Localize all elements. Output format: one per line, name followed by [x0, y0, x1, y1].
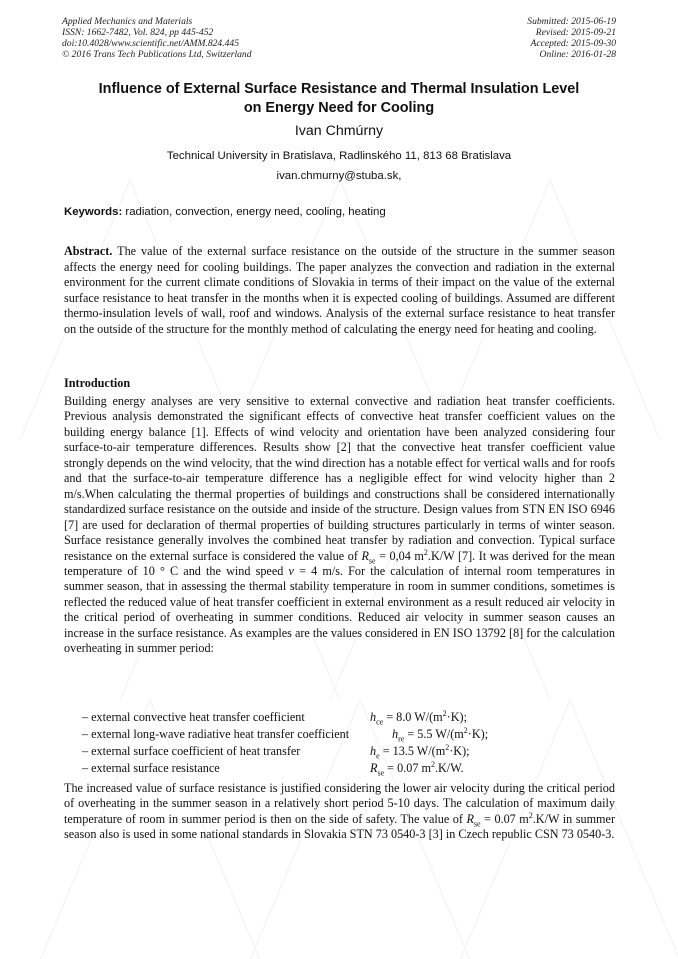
value-unit: ·K); — [467, 727, 489, 741]
value-subscript: ce — [376, 717, 384, 727]
journal-doi[interactable]: doi:10.4028/www.scientific.net/AMM.824.445 — [62, 38, 240, 49]
author-name: Ivan Chmúrny — [294, 123, 384, 139]
abstract — [64, 244, 615, 337]
journal-name: Applied Mechanics and Materials — [62, 16, 193, 27]
list-item-value — [370, 761, 464, 776]
keywords-label: Keywords: — [64, 206, 123, 218]
value-unit: ·K); — [449, 744, 470, 758]
closing-text-3: .K/W in summer season also is used in some national standards in Slovakia STN 73 0540-3 [3] in Czech republic CSN 73 0540-3. — [64, 811, 615, 842]
list-item-label: – external surface coefficient of heat transfer — [82, 744, 301, 758]
rse-subscript: se — [368, 555, 376, 565]
list-item-value — [370, 710, 467, 725]
keywords-text: radiation, convection, energy need, cooling, heating — [122, 206, 386, 218]
value-number: = 5.5 W/(m — [404, 727, 464, 741]
rse-symbol: R — [361, 548, 369, 563]
list-item-value — [392, 727, 488, 742]
value-symbol: h — [370, 710, 377, 724]
value-subscript: se — [377, 768, 385, 778]
title-line-1: Influence of External Surface Resistance and Thermal Insulation Level — [98, 81, 580, 97]
list-item-value — [370, 744, 470, 759]
rse-subscript: se — [473, 819, 481, 829]
intro-text-2: = 0,04 m — [375, 548, 424, 563]
value-symbol: R — [370, 761, 378, 775]
list-item-label: – external surface resistance — [82, 761, 220, 775]
closing-text-1: The increased value of surface resistance is justified considering the lower air velocity during the critical period of overheating in the summer season in a relatively short period 5-10 days. The calculation of maximum daily temperature of room in summer period is then on the side of safety. The value of — [64, 781, 615, 826]
value-superscript: 2 — [442, 708, 447, 718]
introduction-heading: Introduction — [64, 376, 131, 390]
intro-text-1: Building energy analyses are very sensitive to external convective and radiation heat transfer coefficients. Previous analysis demonstrated the significant effects of convective heat transfer coefficient values on the building energy balance [1]. Effects of wind velocity and orientation have been analyzed considering four surface-to-air temperature differences. Results show [2] that the convective heat transfer coefficient value strongly depends on the wind velocity, that the wind direction has a notable effect for vertical walls and for roofs and that the surface-to-air temperature difference has a negligible effect for wind velocity higher than 2 m/s.When calculating the thermal properties of buildings and constructions shall be considered internationally standardized surface resistance on the outside and inside of the structure. Design values from STN EN ISO 6946 [7] are used for declaration of thermal properties of building structures particularly in terms of winter season. Surface resistance generally involves the combined heat transfer by radiation and convection. Typical surface resistance on the external surface is considered the value of — [64, 394, 615, 563]
introduction-paragraph — [64, 394, 615, 657]
v-symbol: v — [288, 563, 294, 578]
abstract-label: Abstract. — [64, 244, 113, 258]
intro-text-4: = 4 m/s. For the calculation of internal room temperatures in summer season, that in assessing the thermal stability temperature in room in summer conditions, sometimes is reflected the reduced value of heat transfer coefficient in external environment as a result reduced air velocity in the critical period of overheating in summer conditions. Reduced air velocity in summer season causes an increase in the surface resistance. As examples are the values considered in EN ISO 13792 [8] for the calculation overheating in summer period: — [64, 563, 615, 656]
closing-paragraph — [64, 781, 615, 843]
title-line-2: on Energy Need for Cooling — [243, 100, 435, 116]
online-date: Online: 2016-01-28 — [539, 49, 616, 60]
rse-symbol: R — [466, 811, 474, 826]
keywords — [64, 206, 624, 218]
author-email[interactable]: ivan.chmurny@stuba.sk, — [276, 170, 402, 182]
dates-info — [527, 16, 616, 60]
list-item-label: – external convective heat transfer coefficient — [82, 710, 305, 724]
value-superscript: 2 — [463, 725, 468, 735]
value-number: = 13.5 W/(m — [379, 744, 446, 758]
closing-text-2: = 0.07 m — [480, 811, 529, 826]
journal-info — [62, 16, 252, 60]
revised-date: Revised: 2015-09-21 — [535, 27, 616, 38]
value-subscript: e — [376, 751, 380, 761]
list-item-label: – external long-wave radiative heat transfer coefficient — [82, 727, 350, 741]
superscript-2: 2 — [528, 810, 533, 820]
intro-text-3: .K/W [7]. It was derived for the mean temperature of 10 ° C and the wind speed — [64, 548, 615, 578]
value-unit: .K/W. — [434, 761, 464, 775]
submitted-date: Submitted: 2015-06-19 — [527, 16, 616, 27]
value-subscript: re — [398, 734, 405, 744]
value-superscript: 2 — [445, 742, 450, 752]
value-symbol: h — [370, 744, 377, 758]
paper-title — [40, 80, 638, 118]
journal-issn: ISSN: 1662-7482, Vol. 824, pp 445-452 — [62, 27, 214, 38]
value-number: = 0.07 m — [384, 761, 431, 775]
abstract-text: The value of the external surface resistance on the outside of the structure in the summer season affects the energy need for cooling buildings. The paper analyzes the convection and radiation in the external environment for the current climate conditions of Slovakia in terms of their impact on the value of the external surface resistance to heat transfer in the months when it is expected cooling of buildings. Assumed are different thermo-insulation levels of wall, roof and windows. Analysis of the external surface resistance to heat transfer on the outside of the structure for the monthly method of calculating the energy need for heating and cooling. — [64, 244, 615, 336]
author-affiliation: Technical University in Bratislava, Radlinského 11, 813 68 Bratislava — [166, 150, 512, 162]
journal-copyright: © 2016 Trans Tech Publications Ltd, Switzerland — [62, 49, 252, 60]
value-symbol: h — [392, 727, 399, 741]
superscript-2: 2 — [423, 547, 428, 557]
value-unit: ·K); — [446, 710, 467, 724]
accepted-date: Accepted: 2015-09-30 — [530, 38, 616, 49]
value-number: = 8.0 W/(m — [383, 710, 443, 724]
value-superscript: 2 — [430, 759, 435, 769]
